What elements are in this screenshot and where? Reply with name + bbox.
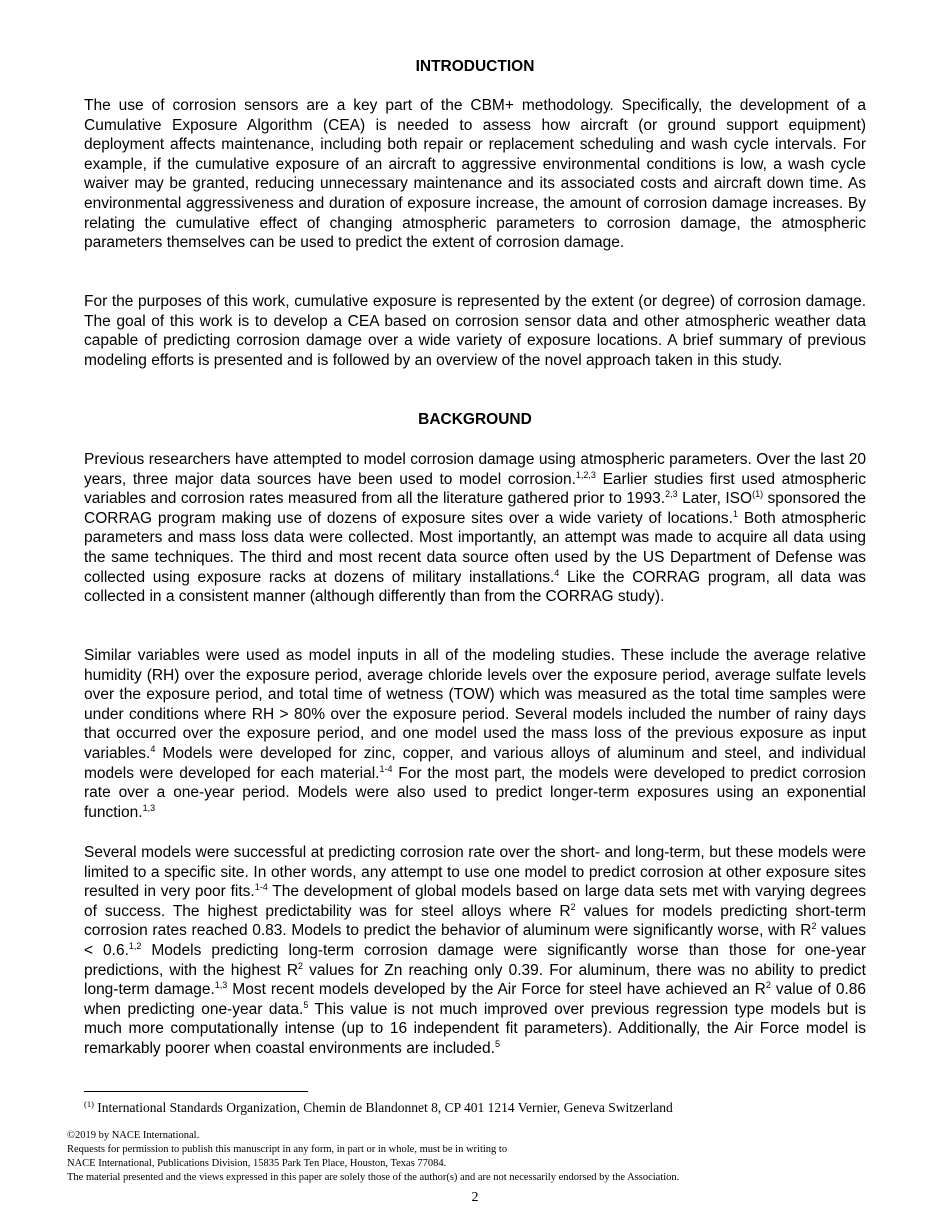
citation-superscript: 1,3 bbox=[142, 802, 156, 813]
disclaimer-line: The material presented and the views expressed in this paper are solely those of the author(s) and are not necessarily endorsed by the Association. bbox=[67, 1172, 680, 1183]
citation-superscript: 5 bbox=[303, 999, 309, 1010]
citation-superscript: 1-4 bbox=[379, 763, 393, 774]
text-run: Models were developed for zinc, copper, and various alloys of aluminum and steel, and individual models were developed for each material. bbox=[84, 744, 866, 782]
permission-line: Requests for permission to publish this manuscript in any form, in part or in whole, must be in writing to bbox=[67, 1144, 508, 1155]
text-run: Both atmospheric parameters and mass loss data were collected. Most importantly, an attempt was made to acquire all data using the same techniques. The third and most recent data source often used by the US Department of Defense was collected using exposure racks at dozens of military installations. bbox=[84, 509, 866, 586]
text-run: For the most part, the models were developed to predict corrosion rate over a one-year period. Models were also used to predict longer-term exposures using an exponential function. bbox=[84, 764, 866, 821]
text-run: value of 0.86 when predicting one-year data. bbox=[84, 981, 866, 1018]
citation-superscript: 1,2,3 bbox=[575, 469, 596, 480]
citation-superscript: 1,2 bbox=[128, 940, 142, 951]
page-number: 2 bbox=[471, 1190, 479, 1205]
citation-superscript: 5 bbox=[494, 1038, 500, 1049]
text-run: Previous researchers have attempted to model corrosion damage using atmospheric parameters. Over the last 20 years, three major data sources have been used to model corrosion. bbox=[84, 451, 866, 488]
citation-superscript: 1-4 bbox=[254, 882, 268, 893]
citation-superscript: 1 bbox=[732, 508, 738, 519]
r-squared-superscript: 2 bbox=[811, 921, 817, 932]
address-line: NACE International, Publications Division, 15835 Park Ten Place, Houston, Texas 77084. bbox=[67, 1158, 447, 1169]
background-paragraph-2 bbox=[84, 646, 866, 822]
text-run: sponsored the CORRAG program making use of dozens of exposure sites over a wide variety of locations. bbox=[84, 490, 866, 527]
text-run: values < 0.6. bbox=[84, 922, 866, 959]
footnote-divider bbox=[84, 1091, 308, 1092]
copyright-line: ©2019 by NACE International. bbox=[67, 1130, 200, 1141]
r-squared-superscript: 2 bbox=[570, 901, 576, 912]
background-paragraph-3 bbox=[84, 843, 866, 1059]
footnote-marker: (1) bbox=[84, 1099, 94, 1109]
background-paragraph-1 bbox=[84, 450, 866, 607]
footnote-text: International Standards Organization, Chemin de Blandonnet 8, CP 401 1214 Vernier, Geneva Switzerland bbox=[93, 1100, 673, 1115]
text-run: The development of global models based on large data sets met with varying degrees of success. The highest predictability was for steel alloys where R bbox=[84, 883, 866, 920]
text-run: values for models predicting short-term corrosion rates reached 0.83. Models to predict the behavior of aluminum were significantly worse, with R bbox=[84, 902, 867, 940]
citation-superscript: 1,3 bbox=[214, 980, 228, 991]
copyright-notice bbox=[67, 1129, 887, 1185]
introduction-heading: INTRODUCTION bbox=[415, 58, 535, 75]
text-run: Earlier studies first used atmospheric variables and corrosion rates measured from all the literature gathered prior to 1993. bbox=[84, 470, 866, 508]
citation-superscript: 4 bbox=[150, 743, 156, 754]
text-run: values for Zn reaching only 0.39. For aluminum, there was no ability to predict long-term damage. bbox=[84, 961, 866, 999]
text-run: Several models were successful at predicting corrosion rate over the short- and long-term, but these models were limited to a specific site. In other words, any attempt to use one model to predict corrosion at other exposure sites resulted in very poor fits. bbox=[84, 844, 866, 901]
r-squared-superscript: 2 bbox=[298, 960, 304, 971]
background-heading: BACKGROUND bbox=[418, 411, 532, 428]
citation-superscript: 4 bbox=[554, 567, 560, 578]
introduction-paragraph-1: The use of corrosion sensors are a key part of the CBM+ methodology. Specifically, the development of a Cumulative Exposure Algorithm (CEA) is needed to assess how aircraft (or ground support equipment) deployment affects maintenance, including both repair or replacement scheduling and wash cycle intervals. For example, if the cumulative exposure of an aircraft to aggressive environmental conditions is low, a wash cycle waiver may be granted, reducing unnecessary maintenance and its associated costs and aircraft down time. As environmental aggressiveness and duration of exposure increase, the amount of corrosion damage increases. By relating the cumulative effect of changing atmospheric parameters to corrosion damage, the atmospheric parameters themselves can be used to predict the extent of corrosion damage. bbox=[84, 97, 866, 252]
footnote-marker-superscript: (1) bbox=[752, 489, 764, 500]
citation-superscript: 2,3 bbox=[665, 489, 678, 500]
text-run: Later, ISO bbox=[677, 490, 753, 508]
introduction-paragraph-2: For the purposes of this work, cumulative exposure is represented by the extent (or degree) of corrosion damage. The goal of this work is to develop a CEA based on corrosion sensor data and other atmospheric weather data capable of predicting corrosion damage over a wide variety of exposure locations. A brief summary of previous modeling efforts is presented and is followed by an overview of the novel approach taken in this study. bbox=[84, 293, 866, 369]
text-run: Similar variables were used as model inputs in all of the modeling studies. These include the average relative humidity (RH) over the exposure period, average chloride levels over the exposure period, average sulfate levels over the exposure period, and total time of wetness (TOW) which was measured as the total time samples were under conditions where RH > 80% over the exposure period. Several models included the number of rainy days that occurred over the exposure period, and one model used the mass loss of the previous exposure as input variables. bbox=[84, 647, 866, 762]
footnote bbox=[84, 1099, 866, 1117]
text-run: Like the CORRAG program, all data was collected in a consistent manner (although differently than from the CORRAG study). bbox=[84, 568, 867, 606]
text-run: Most recent models developed by the Air Force for steel have achieved an R bbox=[227, 981, 766, 999]
text-run: This value is not much improved over previous regression type models but is much more computationally intense (up to 16 independent fit parameters). Additionally, the Air Force model is remarkably poorer when coastal environments are included. bbox=[84, 1000, 866, 1057]
r-squared-superscript: 2 bbox=[765, 980, 771, 991]
text-run: Models predicting long-term corrosion damage were significantly worse than those for one-year predictions, with the highest R bbox=[84, 941, 866, 979]
